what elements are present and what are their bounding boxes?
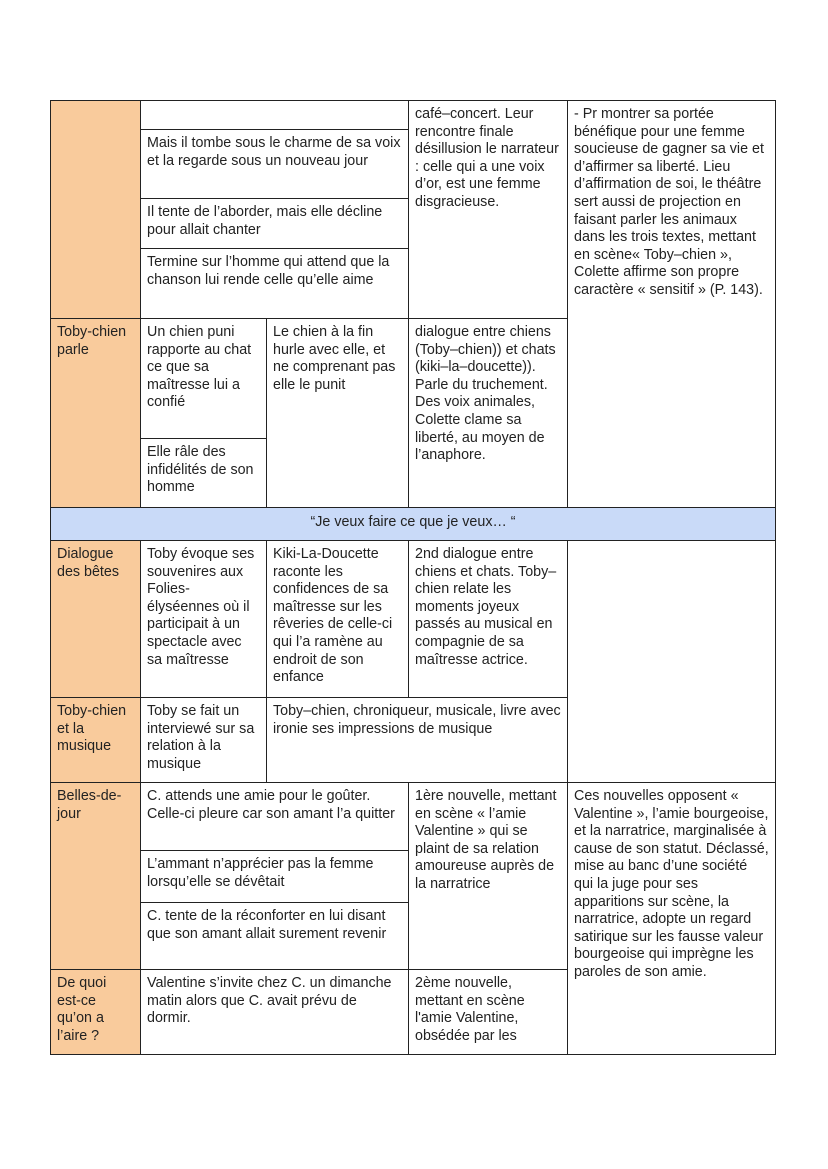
- row-label-belles: Belles-de-jour: [50, 782, 141, 970]
- event-cell: C. attends une amie pour le goûter. Celle-ci pleure car son amant l’a quitter: [140, 782, 409, 851]
- row-label-dialogue: Dialogue des bêtes: [50, 540, 141, 698]
- summary-cell: 1ère nouvelle, mettant en scène « l’amie Valentine » qui se plaint de sa relation amoureuse auprès de la narratrice: [408, 782, 568, 970]
- quote-banner: “Je veux faire ce que je veux… “: [50, 507, 776, 541]
- event-cell: Un chien puni rapporte au chat ce que sa maîtresse lui a confié: [140, 318, 267, 439]
- event-cell: Toby se fait un interviewé sur sa relation à la musique: [140, 697, 267, 783]
- summary-cell: 2nd dialogue entre chiens et chats. Toby–chien relate les moments joyeux passés au musical en compagnie de sa maîtresse actrice.: [408, 540, 568, 698]
- event-cell: C. tente de la réconforter en lui disant que son amant allait surement revenir: [140, 902, 409, 970]
- row-label-cell: [50, 100, 141, 319]
- summary-cell: dialogue entre chiens (Toby–chien)) et chats (kiki–la–doucette)). Parle du truchement. Des voix animales, Colette clame sa liberté, au moyen de l’anaphore.: [408, 318, 568, 508]
- event-cell: Valentine s’invite chez C. un dimanche matin alors que C. avait prévu de dormir.: [140, 969, 409, 1055]
- event-cell: Il tente de l’aborder, mais elle décline pour allait chanter: [140, 198, 409, 249]
- summary-cell: café–concert. Leur rencontre finale désillusion le narrateur : celle qui a une voix d’or, est une femme disgracieuse.: [408, 100, 568, 319]
- row-label-musique: Toby-chien et la musique: [50, 697, 141, 783]
- event-cell: L’ammant n’apprécier pas la femme lorsqu’elle se dévêtait: [140, 850, 409, 903]
- event-cell: Termine sur l’homme qui attend que la chanson lui rende celle qu’elle aime: [140, 248, 409, 319]
- row-label-de-quoi: De quoi est-ce qu’on a l’aire ?: [50, 969, 141, 1055]
- event-cell: Mais il tombe sous le charme de sa voix et la regarde sous un nouveau jour: [140, 129, 409, 199]
- analysis-cell: Ces nouvelles opposent « Valentine », l’amie bourgeoise, et la narratrice, marginalisée à cause de son statut. Déclassé, mise au banc d’une société qui la juge pour ses apparitions sur scène, la narratrice, adopte un regard satirique sur les fausse valeur bourgeoise qui imprègne les paroles de son amie.: [567, 782, 776, 1055]
- event-cell: Toby évoque ses souvenires aux Folies-élyséennes où il participait à un spectacle avec sa maîtresse: [140, 540, 267, 698]
- event-cell: Elle râle des infidélités de son homme: [140, 438, 267, 508]
- summary-cell: 2ème nouvelle, mettant en scène l'amie Valentine, obsédée par les: [408, 969, 568, 1055]
- empty-cell: [140, 100, 409, 130]
- empty-analysis-cell: [567, 540, 776, 783]
- row-label-toby-parle: Toby-chien parle: [50, 318, 141, 508]
- event-cell: Kiki-La-Doucette raconte les confidences de sa maîtresse sur les rêveries de celle-ci qui l’a ramène au endroit de son enfance: [266, 540, 409, 698]
- summary-cell: Toby–chien, chroniqueur, musicale, livre avec ironie ses impressions de musique: [266, 697, 568, 783]
- event-cell: Le chien à la fin hurle avec elle, et ne comprenant pas elle le punit: [266, 318, 409, 508]
- analysis-cell: - Pr montrer sa portée bénéfique pour une femme soucieuse de gagner sa vie et d’affirmer sa liberté. Lieu d’affirmation de soi, le théâtre sert aussi de projection en faisant parler les animaux dans les trois textes, mettant en scène« Toby–chien », Colette affirme son propre caractère « sensitif » (P. 143).: [567, 100, 776, 508]
